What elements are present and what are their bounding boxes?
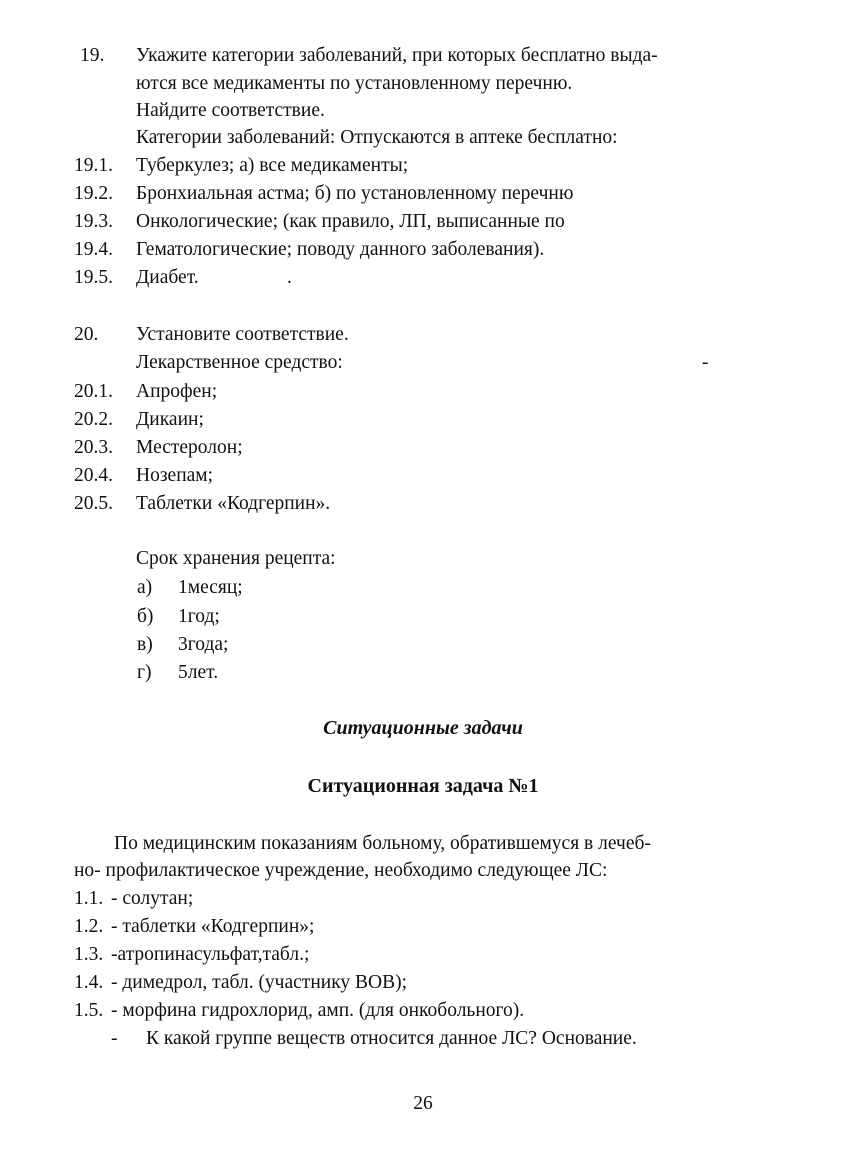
q20-item-4-text: Нозепам; bbox=[136, 465, 214, 486]
q20-term-3-text: 3года; bbox=[178, 634, 229, 655]
q19-item-1-text: Туберкулез; а) все медикаменты; bbox=[136, 155, 409, 176]
q20-item-3-number: 20.3. bbox=[74, 437, 113, 458]
q20-term-4-text: 5лет. bbox=[178, 662, 219, 683]
task-item-3-text: -атропинасульфат,табл.; bbox=[111, 944, 310, 965]
q20-item-3-text: Местеролон; bbox=[136, 437, 243, 458]
q19-line-1: Укажите категории заболеваний, при которых бесплатно выда- bbox=[136, 45, 658, 66]
task-paragraph-line-2: но- профилактическое учреждение, необходимо следующее ЛС: bbox=[74, 860, 608, 881]
task-item-4-number: 1.4. bbox=[74, 972, 104, 993]
q19-item-2-number: 19.2. bbox=[74, 183, 113, 204]
q19-number: 19. bbox=[80, 45, 105, 66]
q20-term-label: Срок хранения рецепта: bbox=[136, 548, 336, 569]
task-item-2-number: 1.2. bbox=[74, 916, 104, 937]
q20-item-5-number: 20.5. bbox=[74, 493, 113, 514]
task-item-5-number: 1.5. bbox=[74, 1000, 104, 1021]
task-item-3-number: 1.3. bbox=[74, 944, 104, 965]
q19-item-4-text: Гематологические; поводу данного заболевания). bbox=[136, 239, 545, 260]
q19-item-1-number: 19.1. bbox=[74, 155, 113, 176]
task-title: Ситуационная задача №1 bbox=[307, 775, 539, 797]
q20-term-2-letter: б) bbox=[137, 606, 154, 627]
task-item-1-text: - солутан; bbox=[111, 888, 194, 909]
q19-line-3: Найдите соответствие. bbox=[136, 100, 325, 121]
task-item-4-text: - димедрол, табл. (участнику ВОВ); bbox=[111, 972, 408, 993]
q20-line-1: Установите соответствие. bbox=[136, 324, 349, 345]
q20-term-1-text: 1месяц; bbox=[178, 577, 243, 598]
task-question-dash: - bbox=[111, 1028, 118, 1049]
q20-term-2-text: 1год; bbox=[178, 606, 220, 627]
q20-item-2-text: Дикаин; bbox=[136, 409, 204, 430]
q19-item-2-text: Бронхиальная астма; б) по установленному перечню bbox=[136, 183, 574, 204]
q20-term-3-letter: в) bbox=[137, 634, 153, 655]
page-number: 26 bbox=[413, 1093, 433, 1114]
q19-item-5-text: Диабет. bbox=[136, 267, 199, 288]
section-title: Ситуационные задачи bbox=[323, 717, 523, 739]
q20-item-2-number: 20.2. bbox=[74, 409, 113, 430]
q19-line-2: ются все медикаменты по установленному перечню. bbox=[136, 73, 573, 94]
q20-item-5-text: Таблетки «Кодгерпин». bbox=[136, 493, 331, 514]
q20-term-4-letter: г) bbox=[137, 662, 152, 683]
task-paragraph-line-1: По медицинским показаниям больному, обратившемуся в лечеб- bbox=[114, 833, 651, 854]
q19-item-5-number: 19.5. bbox=[74, 267, 113, 288]
q19-item-5-dot: . bbox=[287, 267, 292, 288]
q20-dash: - bbox=[702, 352, 709, 373]
q20-item-1-number: 20.1. bbox=[74, 381, 113, 402]
q20-term-1-letter: а) bbox=[137, 577, 153, 598]
q19-item-4-number: 19.4. bbox=[74, 239, 113, 260]
task-item-2-text: - таблетки «Кодгерпин»; bbox=[111, 916, 315, 937]
q19-line-4: Категории заболеваний: Отпускаются в аптеке бесплатно: bbox=[136, 127, 618, 148]
q20-number: 20. bbox=[74, 324, 99, 345]
q20-line-2: Лекарственное средство: bbox=[136, 352, 343, 373]
q20-item-1-text: Апрофен; bbox=[136, 381, 218, 402]
q19-item-3-number: 19.3. bbox=[74, 211, 113, 232]
task-item-5-text: - морфина гидрохлорид, амп. (для онкобольного). bbox=[111, 1000, 525, 1021]
task-item-1-number: 1.1. bbox=[74, 888, 104, 909]
q20-item-4-number: 20.4. bbox=[74, 465, 113, 486]
task-question: К какой группе веществ относится данное ЛС? Основание. bbox=[146, 1028, 637, 1049]
q19-item-3-text: Онкологические; (как правило, ЛП, выписанные по bbox=[136, 211, 565, 232]
